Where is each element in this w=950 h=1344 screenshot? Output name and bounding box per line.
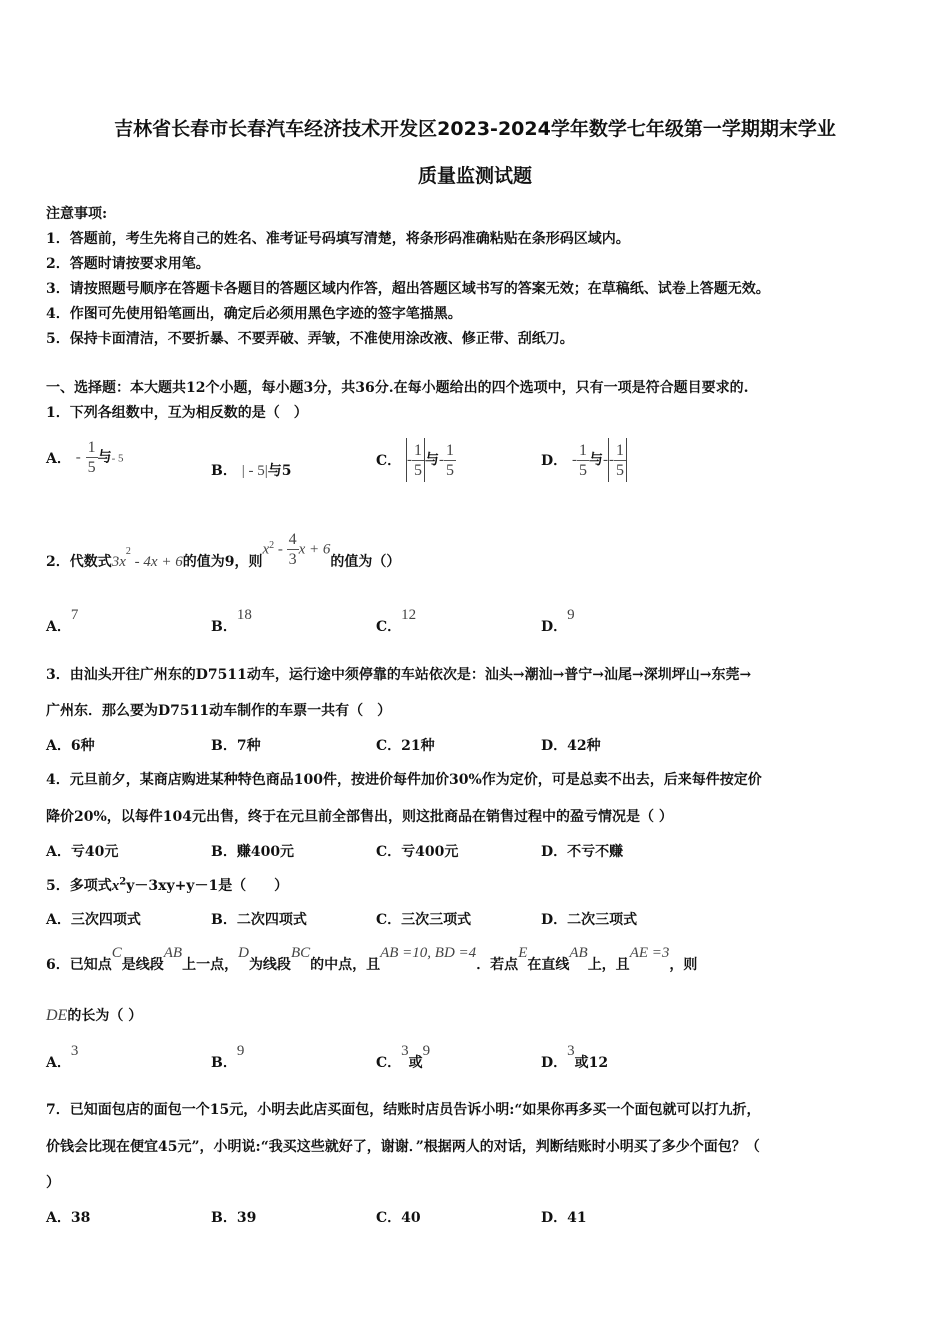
q6-option-d: D．3或12 (541, 1043, 609, 1071)
q5-option-c: C．三次三项式 (376, 912, 472, 928)
notice-item-5: 5．保持卡面清洁，不要折暴、不要弄破、弄皱，不准使用涂改液、修正带、刮纸刀。 (46, 331, 574, 347)
notice-item-4: 4．作图可先使用铅笔画出，确定后必须用黑色字迹的签字笔描黑。 (46, 306, 462, 322)
q1-stem: 1．下列各组数中，互为相反数的是（ ） (46, 405, 308, 421)
q2-option-d: D．9 (541, 607, 575, 635)
q3-option-d: D．42种 (541, 738, 601, 754)
q1-option-a: A． - $\frac{1}{5}$ 与- 5 (46, 439, 124, 476)
q1-option-b: B． | - 5|与5 (211, 463, 292, 479)
q1-option-d: D． - $\frac{1}{5}$ 与-- $\frac{1}{5}$ (541, 438, 627, 482)
q5-option-b: B．二次四项式 (211, 912, 307, 928)
q2-option-a: A．7 (46, 607, 79, 635)
q7-option-a: A．38 (46, 1210, 91, 1226)
section-heading: 一、选择题：本大题共12个小题，每小题3分，共36分.在每小题给出的四个选项中，只有一项是符合题目要求的. (46, 380, 749, 396)
q6-stem-line1: 6．已知点C是线段AB上一点，D为线段BC的中点，且AB =10, BD =4．若点E在直线AB上，且AE =3，则 (46, 945, 698, 973)
q7-stem-line3: ） (46, 1175, 60, 1191)
q7-option-d: D．41 (541, 1210, 587, 1226)
q1-option-c: C． - $\frac{1}{5}$ 与- $\frac{1}{5}$ (376, 438, 456, 482)
page-title-line2: 质量监测试题 (417, 165, 532, 187)
notice-item-3: 3．请按照题号顺序在答题卡各题目的答题区域内作答，超出答题区域书写的答案无效；在草稿纸、试卷上答题无效。 (46, 281, 770, 297)
q4-stem-line2: 降价20%，以每件104元出售，终于在元旦前全部售出，则这批商品在销售过程中的盈亏情况是（ ） (46, 809, 673, 825)
q7-stem-line2: 价钱会比现在便宜45元”，小明说:“我买这些就好了，谢谢．”根据两人的对话，判断结账时小明买了多少个面包？（ (46, 1139, 760, 1155)
q3-stem-line1: 3．由汕头开往广州东的D7511动车，运行途中须停靠的车站依次是：汕头→潮汕→普宁→汕尾→深圳坪山→东莞→ (46, 667, 752, 683)
q3-option-a: A．6种 (46, 738, 95, 754)
q5-stem: 5．多项式$x^2y-3xy+y-1$是（ ） (46, 876, 289, 894)
q3-option-b: B．7种 (211, 738, 261, 754)
q7-stem-line1: 7．已知面包店的面包一个15元，小明去此店买面包，结账时店员告诉小明:“如果你再多买一个面包就可以打九折， (46, 1102, 761, 1118)
q6-stem-line2: DE的长为（ ） (46, 1007, 143, 1024)
notice-item-1: 1．答题前，考生先将自己的姓名、准考证号码填写清楚，将条形码准确粘贴在条形码区域内。 (46, 231, 630, 247)
q5-option-a: A．三次四项式 (46, 912, 141, 928)
q3-option-c: C．21种 (376, 738, 435, 754)
q6-option-b: B．9 (211, 1043, 245, 1071)
q2-stem: 2．代数式$3x^2 - 4x + 6$的值为9，则$x^2$ - $\frac{4}{3}$ x + 6的值为（） (46, 531, 401, 570)
q7-option-c: C．40 (376, 1210, 421, 1226)
q2-option-c: C．12 (376, 607, 417, 635)
q7-option-b: B．39 (211, 1210, 257, 1226)
q4-stem-line1: 4．元旦前夕，某商店购进某种特色商品100件，按进价每件加价30%作为定价，可是总卖不出去，后来每件按定价 (46, 772, 762, 788)
q4-option-c: C．亏400元 (376, 844, 459, 860)
q6-option-c: C．3或9 (376, 1043, 431, 1071)
q3-stem-line2: 广州东．那么要为D7511动车制作的车票一共有（ ） (46, 703, 392, 719)
q5-option-d: D．二次三项式 (541, 912, 638, 928)
q6-option-a: A．3 (46, 1043, 79, 1071)
q4-option-d: D．不亏不赚 (541, 844, 624, 860)
q2-option-b: B．18 (211, 607, 252, 635)
q4-option-b: B．赚400元 (211, 844, 295, 860)
notice-item-2: 2．答题时请按要求用笔。 (46, 256, 210, 272)
notice-heading: 注意事项: (46, 206, 108, 222)
page-title-line1: 吉林省长春市长春汽车经济技术开发区2023-2024学年数学七年级第一学期期末学业 (114, 118, 836, 140)
q4-option-a: A．亏40元 (46, 844, 119, 860)
